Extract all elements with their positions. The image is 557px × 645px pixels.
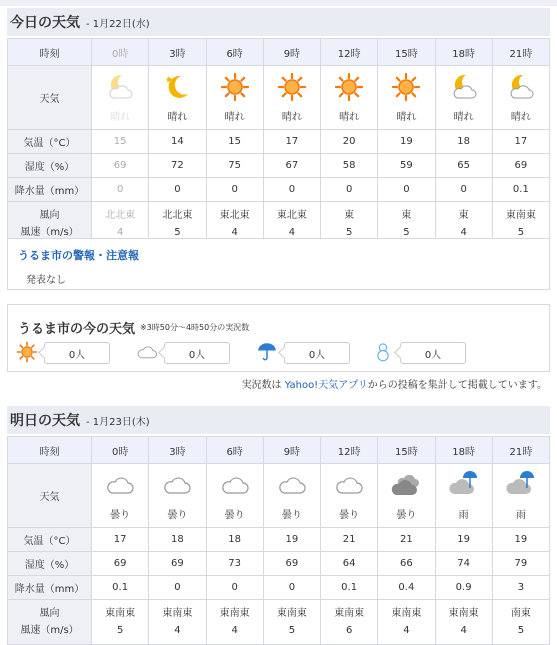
sun-icon: [391, 72, 421, 105]
temp-label: 気温（°C）: [8, 130, 92, 154]
wind-direction: 東北東: [219, 210, 250, 221]
wind-direction: 東南東: [505, 210, 536, 221]
temp-row: [8, 528, 550, 552]
wind-cell: [435, 600, 492, 645]
wind-row: [8, 600, 550, 645]
tomorrow-title: 明日の天気: [10, 413, 80, 429]
temp-cell: 19: [378, 130, 435, 154]
hour-cell: 12時: [321, 437, 378, 464]
precip-cell: 0: [321, 178, 378, 202]
now-note: ※3時50分〜4時50分の実況数: [140, 323, 250, 332]
today-title: 今日の天気: [10, 15, 80, 31]
now-count: 0人: [164, 342, 230, 364]
wind-speed: 4: [116, 227, 124, 238]
hour-cell: 21時: [492, 39, 549, 66]
sun-icon: [334, 72, 364, 105]
wind-direction: 東: [458, 210, 469, 221]
temp-cell: 14: [149, 130, 206, 154]
wind-cell: [321, 600, 378, 645]
temp-cell: 18: [206, 528, 263, 552]
wind-direction: 北北東: [162, 210, 193, 221]
wind-speed: 5: [517, 625, 525, 636]
wind-dir-label: 風向: [39, 210, 60, 221]
moon-icon: [162, 72, 192, 105]
hour-cell: 3時: [149, 437, 206, 464]
humidity-cell: 79: [492, 552, 549, 576]
weather-condition: 曇り: [167, 510, 188, 521]
humidity-cell: 73: [206, 552, 263, 576]
precip-cell: 0.9: [435, 576, 492, 600]
humidity-cell: 59: [378, 154, 435, 178]
precip-cell: 0.1: [92, 576, 149, 600]
humidity-cell: 69: [92, 154, 149, 178]
temp-cell: 19: [435, 528, 492, 552]
cloud-icon: [136, 341, 158, 366]
precip-row: [8, 178, 550, 202]
sun-icon: [220, 72, 250, 105]
wind-speed: 4: [460, 227, 467, 238]
weather-row: [8, 464, 550, 528]
weather-condition: 晴れ: [510, 112, 531, 123]
humidity-row: [8, 154, 550, 178]
now-count: 0人: [44, 342, 110, 364]
weather-condition: 晴れ: [224, 112, 245, 123]
tomorrow-header: [7, 406, 550, 434]
wind-direction: 東南東: [219, 608, 250, 619]
humidity-cell: 69: [492, 154, 549, 178]
tomorrow-date: - 1月23日(木): [86, 416, 150, 428]
wind-speed-label: 風速（m/s）: [20, 625, 79, 636]
wind-cell: [149, 600, 206, 645]
weather-condition: 曇り: [339, 510, 360, 521]
wind-cell: [378, 600, 435, 645]
today-forecast-table: [7, 38, 550, 247]
humidity-cell: 69: [149, 552, 206, 576]
footnote: [242, 376, 547, 391]
wind-speed: 5: [116, 625, 124, 636]
precip-label: 降水量（mm）: [8, 178, 92, 202]
temp-cell: 17: [492, 130, 549, 154]
hour-cell: 3時: [149, 39, 206, 66]
humidity-cell: 64: [321, 552, 378, 576]
wind-direction: 東北東: [276, 210, 307, 221]
wind-speed: 4: [231, 625, 238, 636]
humidity-cell: 69: [92, 552, 149, 576]
wind-direction: 北北東: [105, 210, 136, 221]
weather-cell: [492, 66, 549, 130]
wind-direction: 東: [344, 210, 355, 221]
wind-speed: 5: [288, 625, 296, 636]
wind-cell: [263, 600, 320, 645]
top-strip: [0, 0, 557, 6]
weather-label: 天気: [8, 464, 92, 528]
cloud-moon-icon: [449, 72, 479, 105]
wind-speed-label: 風速（m/s）: [20, 227, 79, 238]
weather-cell: [206, 464, 263, 528]
hour-cell: 21時: [492, 437, 549, 464]
rain-icon: [506, 470, 536, 503]
wind-speed: 4: [403, 625, 410, 636]
weather-condition: 雨: [458, 510, 469, 521]
now-title: うるま市の今の天気: [18, 322, 136, 337]
weather-condition: 曇り: [281, 510, 302, 521]
wind-speed: 5: [174, 227, 181, 238]
precip-cell: 0.1: [321, 576, 378, 600]
weather-cell: [149, 464, 206, 528]
weather-cell: [92, 66, 149, 130]
time-label: 時刻: [8, 39, 92, 66]
humidity-label: 湿度（%）: [8, 154, 92, 178]
wind-speed: 5: [403, 227, 410, 238]
wind-speed: 4: [174, 625, 181, 636]
cloud-icon: [162, 470, 192, 503]
humidity-cell: 67: [263, 154, 320, 178]
weather-cell: [263, 464, 320, 528]
hour-cell: 6時: [206, 437, 263, 464]
precip-cell: 3: [492, 576, 549, 600]
tomorrow-forecast-table: [7, 436, 550, 645]
wind-direction: 南東: [510, 608, 531, 619]
humidity-label: 湿度（%）: [8, 552, 92, 576]
time-label: 時刻: [8, 437, 92, 464]
weather-condition: 晴れ: [281, 112, 302, 123]
cloud-dark-icon: [391, 470, 421, 503]
weather-condition: 曇り: [396, 510, 417, 521]
hour-cell: 9時: [263, 437, 320, 464]
precip-row: [8, 576, 550, 600]
alerts-text: 発表なし: [26, 275, 66, 286]
today-header: [7, 8, 550, 36]
humidity-row: [8, 552, 550, 576]
weather-cell: [92, 464, 149, 528]
wind-direction: 東南東: [162, 608, 193, 619]
wind-direction: 東南東: [105, 608, 136, 619]
precip-cell: 0: [206, 576, 263, 600]
sun-icon: [277, 72, 307, 105]
alerts-box: [7, 238, 550, 290]
cloud-moon-icon: [506, 72, 536, 105]
temp-cell: 15: [206, 130, 263, 154]
weather-cell: [435, 66, 492, 130]
temp-cell: 19: [492, 528, 549, 552]
hour-cell: 12時: [321, 39, 378, 66]
hour-cell: 15時: [378, 437, 435, 464]
hour-cell: 18時: [435, 39, 492, 66]
weather-condition: 雨: [515, 510, 526, 521]
umbrella-icon: [256, 341, 278, 366]
precip-cell: 0.1: [492, 178, 549, 202]
weather-app-link[interactable]: Yahoo!天気アプリ: [284, 380, 368, 391]
weather-cell: [321, 66, 378, 130]
hour-cell: 0時: [92, 39, 149, 66]
footnote-prefix: 実況数は: [241, 380, 285, 391]
weather-condition: 曇り: [110, 510, 131, 521]
precip-cell: 0.4: [378, 576, 435, 600]
wind-direction: 東南東: [448, 608, 479, 619]
temp-cell: 20: [321, 130, 378, 154]
precip-label: 降水量（mm）: [8, 576, 92, 600]
precip-cell: 0: [263, 178, 320, 202]
cloud-moon-icon: [105, 72, 135, 105]
temp-cell: 15: [92, 130, 149, 154]
snowman-icon: [372, 341, 394, 366]
humidity-cell: 66: [378, 552, 435, 576]
wind-direction: 東: [401, 210, 412, 221]
now-count: 0人: [284, 342, 350, 364]
weather-cell: [149, 66, 206, 130]
humidity-cell: 69: [263, 552, 320, 576]
now-item: [136, 342, 230, 364]
temp-label: 気温（°C）: [8, 528, 92, 552]
wind-speed: 4: [460, 625, 467, 636]
temp-cell: 19: [263, 528, 320, 552]
hour-cell: 9時: [263, 39, 320, 66]
hour-cell: 0時: [92, 437, 149, 464]
humidity-cell: 58: [321, 154, 378, 178]
sun-icon: [16, 341, 38, 366]
weather-condition: 晴れ: [339, 112, 360, 123]
wind-dir-label: 風向: [39, 608, 60, 619]
now-item: [372, 342, 466, 364]
temp-row: [8, 130, 550, 154]
weather-condition: 晴れ: [167, 112, 188, 123]
now-item: [16, 342, 110, 364]
wind-cell: [492, 600, 549, 645]
hours-row: [8, 437, 550, 464]
weather-cell: [321, 464, 378, 528]
hour-cell: 18時: [435, 437, 492, 464]
weather-cell: [206, 66, 263, 130]
wind-direction: 東南東: [276, 608, 307, 619]
temp-cell: 17: [92, 528, 149, 552]
weather-condition: 晴れ: [396, 112, 417, 123]
precip-cell: 0: [92, 178, 149, 202]
humidity-cell: 74: [435, 552, 492, 576]
now-weather-box: [7, 304, 550, 372]
wind-direction: 東南東: [391, 608, 422, 619]
hour-cell: 15時: [378, 39, 435, 66]
today-date: - 1月22日(水): [86, 18, 150, 30]
weather-condition: 曇り: [224, 510, 245, 521]
cloud-icon: [220, 470, 250, 503]
cloud-icon: [277, 470, 307, 503]
wind-speed: 5: [517, 227, 525, 238]
wind-speed: 4: [288, 227, 296, 238]
precip-cell: 0: [149, 576, 206, 600]
weather-condition: 晴れ: [453, 112, 474, 123]
weather-cell: [435, 464, 492, 528]
temp-cell: 17: [263, 130, 320, 154]
now-item: [256, 342, 350, 364]
humidity-cell: 75: [206, 154, 263, 178]
now-count: 0人: [400, 342, 466, 364]
weather-label: 天気: [8, 66, 92, 130]
precip-cell: 0: [263, 576, 320, 600]
humidity-cell: 65: [435, 154, 492, 178]
humidity-cell: 72: [149, 154, 206, 178]
alerts-title-link[interactable]: うるま市の警報・注意報: [18, 249, 139, 262]
wind-speed: 4: [231, 227, 238, 238]
weather-cell: [263, 66, 320, 130]
precip-cell: 0: [435, 178, 492, 202]
hour-cell: 6時: [206, 39, 263, 66]
temp-cell: 21: [378, 528, 435, 552]
weather-row: [8, 66, 550, 130]
cloud-icon: [105, 470, 135, 503]
wind-cell: [206, 600, 263, 645]
hours-row: [8, 39, 550, 66]
weather-cell: [378, 464, 435, 528]
weather-condition: 晴れ: [110, 112, 131, 123]
temp-cell: 18: [149, 528, 206, 552]
temp-cell: 18: [435, 130, 492, 154]
cloud-icon: [334, 470, 364, 503]
precip-cell: 0: [378, 178, 435, 202]
wind-direction: 東南東: [334, 608, 365, 619]
precip-cell: 0: [149, 178, 206, 202]
wind-speed: 5: [345, 227, 353, 238]
weather-cell: [492, 464, 549, 528]
footnote-suffix: からの投稿を集計して掲載しています。: [367, 380, 547, 391]
wind-cell: [92, 600, 149, 645]
weather-cell: [378, 66, 435, 130]
precip-cell: 0: [206, 178, 263, 202]
wind-speed: 6: [345, 625, 353, 636]
temp-cell: 21: [321, 528, 378, 552]
rain-icon: [449, 470, 479, 503]
